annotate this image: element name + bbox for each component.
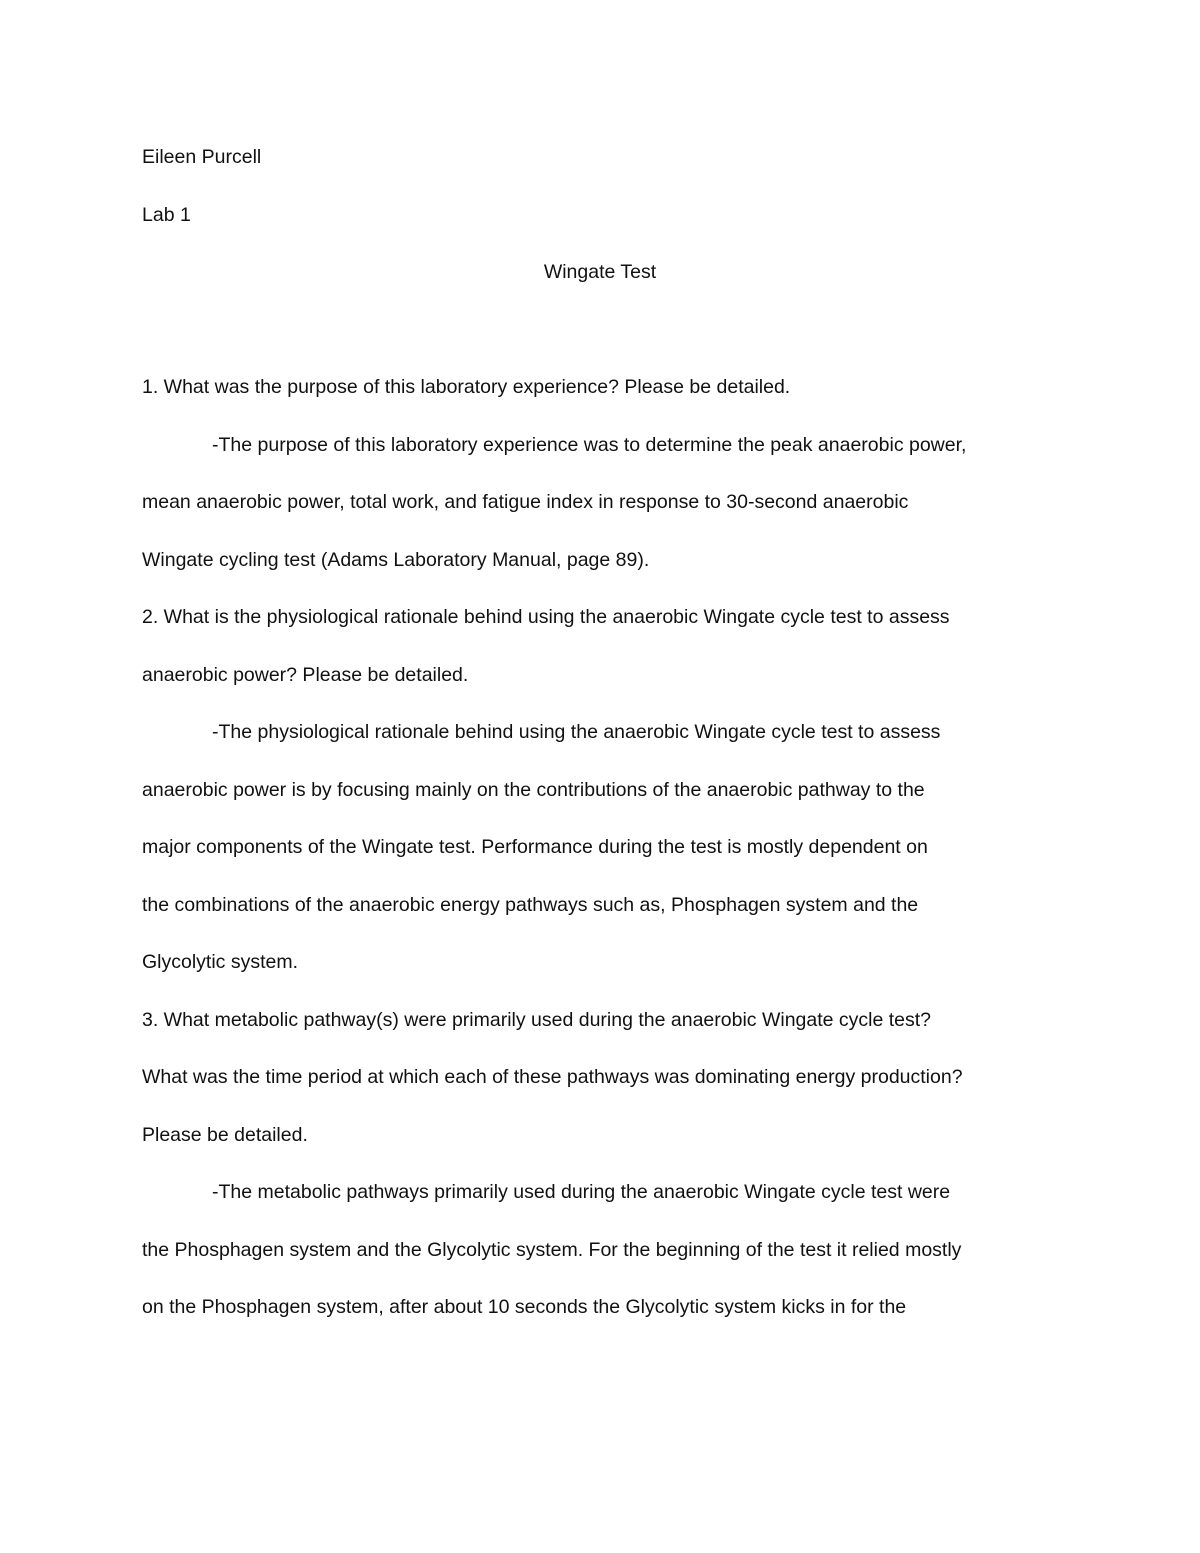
question-3-line-2: What was the time period at which each of these pathways was dominating energy production?	[142, 1066, 963, 1088]
answer-2-line-1: -The physiological rationale behind using the anaerobic Wingate cycle test to assess	[212, 721, 941, 743]
answer-3-line-2: the Phosphagen system and the Glycolytic system. For the beginning of the test it relied mostly	[142, 1239, 962, 1261]
lab-label: Lab 1	[142, 204, 191, 226]
question-3-line-3: Please be detailed.	[142, 1124, 308, 1146]
answer-3-line-3: on the Phosphagen system, after about 10 seconds the Glycolytic system kicks in for the	[142, 1296, 907, 1318]
question-2-line-2: anaerobic power? Please be detailed.	[142, 664, 469, 686]
question-2-line-1: 2. What is the physiological rationale behind using the anaerobic Wingate cycle test to assess	[142, 606, 950, 628]
answer-1-line-3: Wingate cycling test (Adams Laboratory Manual, page 89).	[142, 549, 650, 571]
document-title: Wingate Test	[543, 261, 657, 283]
question-1: 1. What was the purpose of this laboratory experience? Please be detailed.	[142, 376, 791, 398]
answer-2-line-2: anaerobic power is by focusing mainly on the contributions of the anaerobic pathway to the	[142, 779, 925, 801]
author-name: Eileen Purcell	[142, 146, 262, 168]
answer-1-line-1: -The purpose of this laboratory experience was to determine the peak anaerobic power,	[212, 434, 967, 456]
answer-2-line-4: the combinations of the anaerobic energy pathways such as, Phosphagen system and the	[142, 894, 919, 916]
question-3-line-1: 3. What metabolic pathway(s) were primarily used during the anaerobic Wingate cycle test?	[142, 1009, 932, 1031]
answer-1-line-2: mean anaerobic power, total work, and fatigue index in response to 30-second anaerobic	[142, 491, 909, 513]
answer-2-line-3: major components of the Wingate test. Performance during the test is mostly dependent on	[142, 836, 928, 858]
answer-3-line-1: -The metabolic pathways primarily used during the anaerobic Wingate cycle test were	[212, 1181, 951, 1203]
answer-2-line-5: Glycolytic system.	[142, 951, 299, 973]
